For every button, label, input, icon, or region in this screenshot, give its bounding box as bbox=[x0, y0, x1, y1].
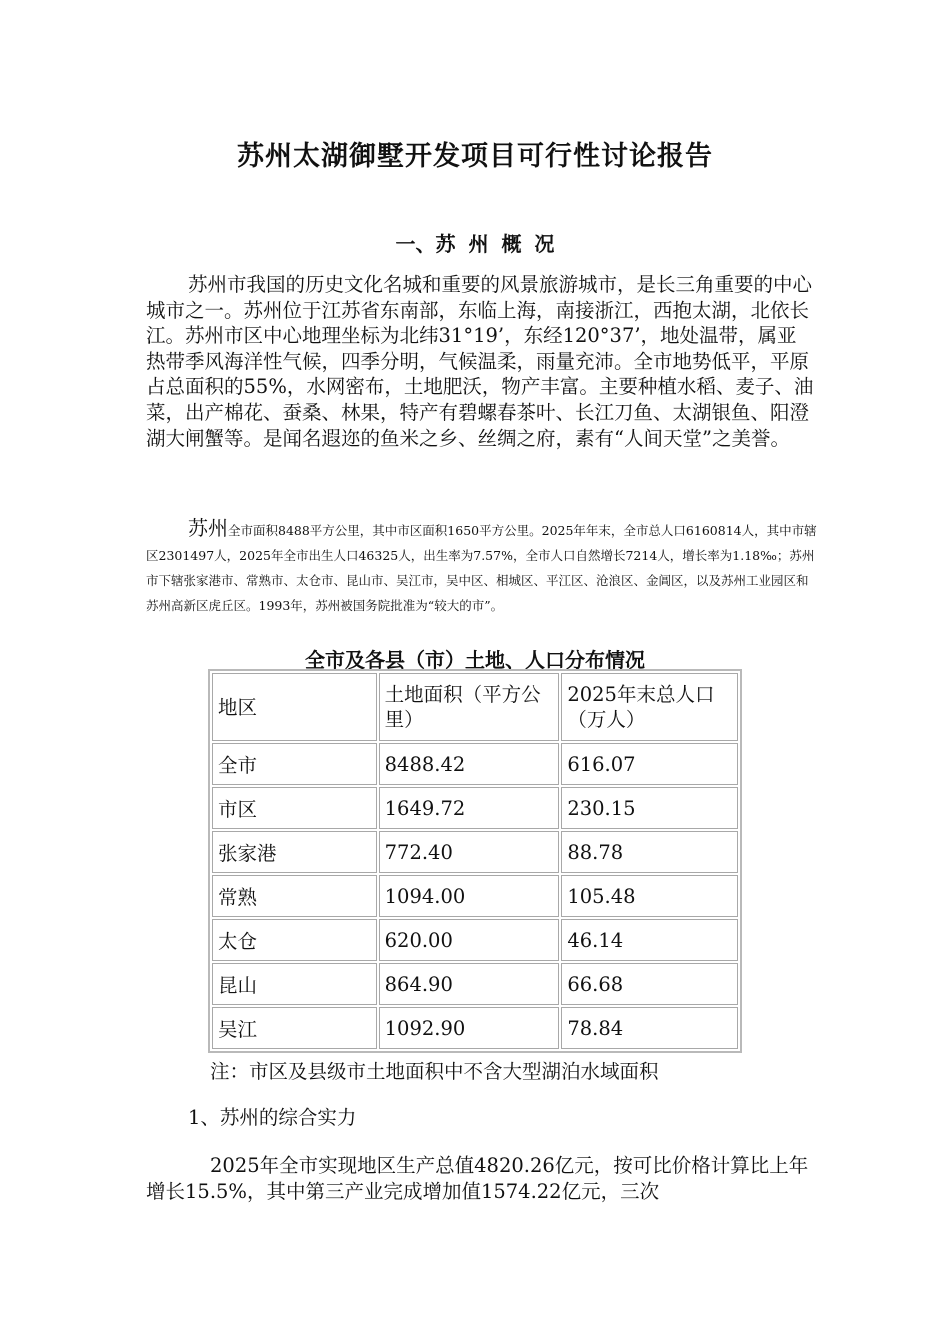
land-population-table bbox=[208, 669, 742, 1053]
overview-paragraph: 苏州市我国的历史文化名城和重要的风景旅游城市，是长三角重要的中心城市之一。苏州位于江苏省东南部，东临上海，南接浙江，西抱太湖，北依长江。苏州市区中心地理坐标为北纬31°19’，东经120°37’，地处温带，属亚热带季风海洋性气候，四季分明，气候温柔，雨量充沛。全市地势低平，平原占总面积的55%，水网密布，土地肥沃，物产丰富。主要种植水稻、麦子、油菜，出产棉花、蚕桑、林果，特产有碧螺春茶叶、长江刀鱼、太湖银鱼、阳澄湖大闸蟹等。是闻名遐迩的鱼米之乡、丝绸之府，素有“人间天堂”之美誉。 bbox=[146, 273, 814, 450]
table-caption: 全市及各县（市）土地、人口分布情况 bbox=[305, 648, 645, 672]
table-cell: 太仓 bbox=[212, 919, 377, 961]
header-cell-population: 2025年末总人口（万人） bbox=[561, 673, 738, 741]
table-row bbox=[212, 875, 738, 917]
table-row bbox=[212, 919, 738, 961]
table-row bbox=[212, 831, 738, 873]
table-cell: 620.00 bbox=[379, 919, 560, 961]
table-note: 注：市区及县级市土地面积中不含大型湖泊水域面积 bbox=[210, 1060, 659, 1083]
table-cell: 市区 bbox=[212, 787, 377, 829]
table-cell: 昆山 bbox=[212, 963, 377, 1005]
subheading: 1、苏州的综合实力 bbox=[188, 1106, 357, 1129]
table-cell: 105.48 bbox=[561, 875, 738, 917]
table-cell: 864.90 bbox=[379, 963, 560, 1005]
document-title: 苏州太湖御墅开发项目可行性讨论报告 bbox=[237, 141, 713, 172]
table-row bbox=[212, 1007, 738, 1049]
table-cell: 616.07 bbox=[561, 743, 738, 785]
table-row bbox=[212, 743, 738, 785]
table-row bbox=[212, 963, 738, 1005]
table-row bbox=[212, 787, 738, 829]
table-cell: 1649.72 bbox=[379, 787, 560, 829]
table-cell: 张家港 bbox=[212, 831, 377, 873]
statistics-paragraph bbox=[146, 516, 818, 618]
economy-paragraph: 2025年全市实现地区生产总值4820.26亿元，按可比价格计算比上年增长15.5%，其中第三产业完成增加值1574.22亿元，三次 bbox=[146, 1154, 809, 1203]
table-cell: 吴江 bbox=[212, 1007, 377, 1049]
table-cell: 常熟 bbox=[212, 875, 377, 917]
statistics-text: 全市面积8488平方公里，其中市区面积1650平方公里。2025年年末，全市总人口6160814人，其中市辖区2301497人，2025年全市出生人口46325人，出生率为7.57%，全市人口自然增长7214人，增长率为1.18‰；苏州市下辖张家港市、常熟市、太仓市、昆山市、吴江市，吴中区、相城区、平江区、沧浪区、金阊区，以及苏州工业园区和苏州高新区虎丘区。1993年，苏州被国务院批准为“较大的市”。 bbox=[146, 523, 817, 613]
table-cell: 78.84 bbox=[561, 1007, 738, 1049]
table-cell: 66.68 bbox=[561, 963, 738, 1005]
table-cell: 230.15 bbox=[561, 787, 738, 829]
table-cell: 1094.00 bbox=[379, 875, 560, 917]
table-cell: 772.40 bbox=[379, 831, 560, 873]
table-cell: 8488.42 bbox=[379, 743, 560, 785]
header-cell-region: 地区 bbox=[212, 673, 377, 741]
statistics-lead: 苏州 bbox=[188, 516, 228, 540]
section-heading: 一、苏 州 概 况 bbox=[395, 232, 555, 256]
table-cell: 1092.90 bbox=[379, 1007, 560, 1049]
table-cell: 88.78 bbox=[561, 831, 738, 873]
table-cell: 全市 bbox=[212, 743, 377, 785]
table-header-row bbox=[212, 673, 738, 741]
header-cell-land-area: 土地面积（平方公里） bbox=[379, 673, 560, 741]
table-cell: 46.14 bbox=[561, 919, 738, 961]
